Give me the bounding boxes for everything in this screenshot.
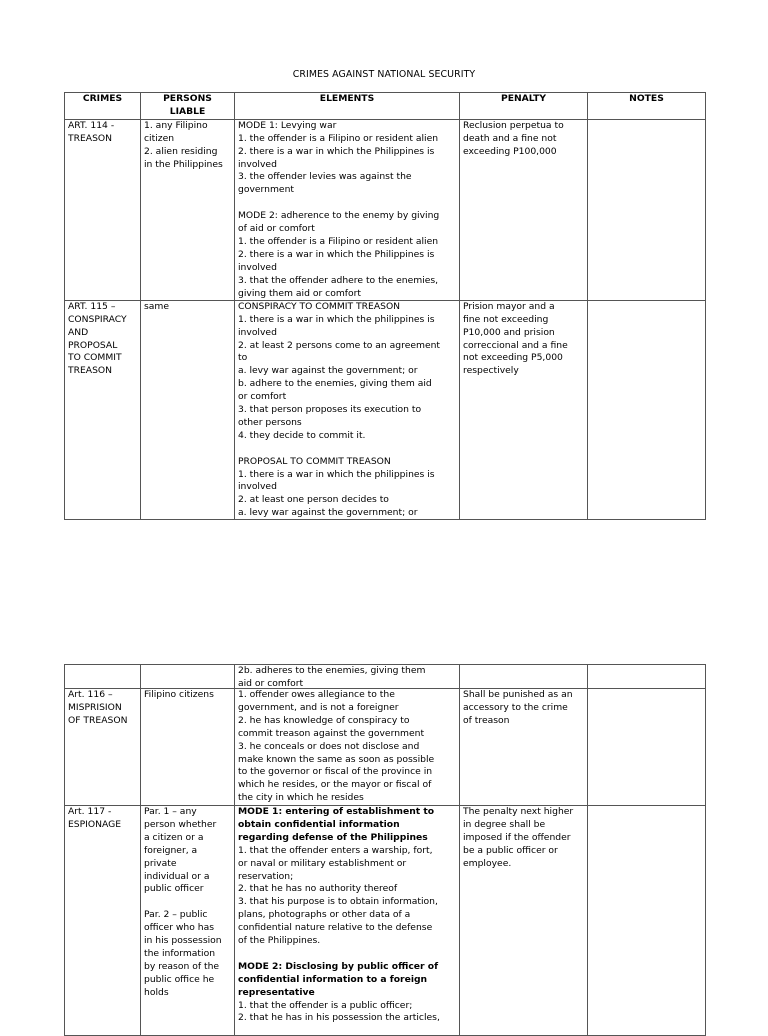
crimes-table-page-1: [64, 92, 706, 520]
persons-liable-cell: [141, 300, 235, 519]
penalty-line: death and a fine not: [463, 132, 557, 144]
elements-line: of the Philippines.: [238, 935, 321, 947]
crime-line: TREASON: [68, 365, 113, 377]
persons-line: in his possession: [144, 935, 222, 947]
penalty-line: Reclusion perpetua to: [463, 119, 564, 131]
penalty-line: correccional and a fine: [463, 339, 568, 351]
persons-line: holds: [144, 986, 169, 998]
elements-line: 4. they decide to commit it.: [238, 429, 366, 441]
elements-line: which he resides, or the mayor or fiscal of: [238, 779, 432, 791]
elements-line: 2. that he has in his possession the articles,: [238, 1012, 440, 1024]
persons-line: 2. alien residing: [144, 145, 218, 157]
penalty-line: be a public officer or: [463, 844, 558, 856]
penalty-line: in degree shall be: [463, 818, 546, 830]
penalty-cell: [460, 119, 588, 300]
table-row: [65, 665, 706, 689]
elements-line: involved: [238, 158, 277, 170]
persons-line: private: [144, 857, 177, 869]
elements-line: or comfort: [238, 391, 287, 403]
penalty-line: accessory to the crime: [463, 701, 568, 713]
penalty-line: exceeding P100,000: [463, 145, 557, 157]
elements-line: confidential nature relative to the defense: [238, 922, 433, 934]
elements-line: other persons: [238, 416, 302, 428]
elements-cell: [235, 689, 460, 806]
crime-line: ESPIONAGE: [68, 818, 122, 830]
persons-line: person whether: [144, 818, 217, 830]
penalty-cell: [460, 665, 588, 689]
elements-line: of aid or comfort: [238, 223, 315, 235]
persons-line: same: [144, 300, 170, 312]
elements-line: obtain confidential information: [238, 818, 400, 830]
elements-line: to the governor or fiscal of the province in: [238, 766, 433, 778]
crime-line: MISPRISION: [68, 701, 122, 713]
elements-line: 2b. adheres to the enemies, giving them: [238, 665, 426, 676]
elements-line: 2. there is a war in which the Philippines is: [238, 248, 435, 260]
notes-cell: [588, 689, 706, 806]
persons-line: Par. 2 – public: [144, 909, 208, 921]
crimes-table-page-2: [64, 664, 706, 1036]
document-title: CRIMES AGAINST NATIONAL SECURITY: [292, 69, 476, 80]
header-row: [65, 93, 706, 120]
elements-line: government: [238, 184, 295, 196]
table-row: [65, 300, 706, 519]
elements-line: 2. he has knowledge of conspiracy to: [238, 714, 410, 726]
elements-line: MODE 2: adherence to the enemy by giving: [238, 210, 440, 222]
elements-line: a. levy war against the government; or: [238, 507, 418, 519]
persons-liable-cell: [141, 119, 235, 300]
persons-line: public officer: [144, 883, 204, 895]
elements-line: to: [238, 352, 248, 364]
elements-line: giving them aid or comfort: [238, 287, 362, 299]
elements-cell: [235, 119, 460, 300]
penalty-line: The penalty next higher: [463, 806, 574, 817]
elements-line: representative: [238, 986, 315, 998]
elements-line: MODE 1: Levying war: [238, 119, 337, 131]
penalty-line: not exceeding P5,000: [463, 352, 563, 364]
elements-cell: [235, 806, 460, 1036]
persons-line: public office he: [144, 973, 215, 985]
penalty-line: Shall be punished as an: [463, 689, 573, 700]
table-row: [65, 806, 706, 1036]
elements-line: involved: [238, 481, 277, 493]
notes-cell: [588, 300, 706, 519]
elements-line: 1. that the offender is a public officer;: [238, 999, 413, 1011]
crime-cell: [65, 300, 141, 519]
elements-line: 1. the offender is a Filipino or resident alien: [238, 235, 439, 247]
header-elements: ELEMENTS: [235, 93, 460, 120]
elements-line: 1. the offender is a Filipino or resident alien: [238, 132, 439, 144]
elements-line: confidential information to a foreign: [238, 973, 428, 985]
elements-line: 2. that he has no authority thereof: [238, 883, 398, 895]
crime-line: PROPOSAL: [68, 339, 118, 351]
penalty-cell: [460, 300, 588, 519]
persons-line: by reason of the: [144, 960, 220, 972]
elements-line: involved: [238, 261, 277, 273]
crime-cell: [65, 665, 141, 689]
crime-line: OF TREASON: [68, 714, 128, 726]
penalty-cell: [460, 806, 588, 1036]
persons-line: Par. 1 – any: [144, 806, 197, 817]
elements-line: make known the same as soon as possible: [238, 753, 435, 765]
persons-liable-cell: [141, 689, 235, 806]
elements-line: 2. at least one person decides to: [238, 494, 389, 506]
header-notes: NOTES: [588, 93, 706, 120]
elements-line: or naval or military establishment or: [238, 857, 407, 869]
elements-line: 3. that person proposes its execution to: [238, 404, 422, 416]
persons-liable-cell: [141, 665, 235, 689]
notes-cell: [588, 665, 706, 689]
penalty-line: Prision mayor and a: [463, 300, 555, 312]
penalty-line: employee.: [463, 857, 512, 869]
persons-line: individual or a: [144, 870, 210, 882]
header-crimes: CRIMES: [65, 93, 141, 120]
elements-line: MODE 2: Disclosing by public officer of: [238, 960, 439, 972]
penalty-cell: [460, 689, 588, 806]
crime-line: Art. 116 –: [68, 689, 113, 700]
elements-line: 3. the offender levies was against the: [238, 171, 412, 183]
elements-line: commit treason against the government: [238, 727, 425, 739]
elements-line: the city in which he resides: [238, 792, 364, 804]
crime-line: ART. 114 -: [68, 119, 115, 131]
elements-line: involved: [238, 326, 277, 338]
persons-line: officer who has: [144, 922, 215, 934]
crime-line: TO COMMIT: [68, 352, 122, 364]
persons-line: the information: [144, 947, 216, 959]
crime-cell: [65, 689, 141, 806]
persons-line: Filipino citizens: [144, 689, 214, 700]
elements-line: aid or comfort: [238, 677, 304, 688]
crime-cell: [65, 806, 141, 1036]
crime-line: CONSPIRACY: [68, 313, 127, 325]
table-row: [65, 689, 706, 806]
elements-line: 1. that the offender enters a warship, fort,: [238, 844, 433, 856]
elements-line: MODE 1: entering of establishment to: [238, 806, 435, 817]
header-persons-liable: PERSONS LIABLE: [141, 93, 235, 120]
crime-cell: [65, 119, 141, 300]
persons-line: citizen: [144, 132, 175, 144]
persons-line: in the Philippines: [144, 158, 223, 170]
persons-line: 1. any Filipino: [144, 119, 208, 131]
persons-line: foreigner, a: [144, 844, 198, 856]
elements-line: 3. he conceals or does not disclose and: [238, 740, 420, 752]
elements-line: 2. at least 2 persons come to an agreement: [238, 339, 441, 351]
persons-line: [144, 896, 231, 909]
elements-line: CONSPIRACY TO COMMIT TREASON: [238, 300, 401, 312]
elements-line: 1. there is a war in which the philippines is: [238, 313, 435, 325]
elements-line: 1. there is a war in which the philippines is: [238, 468, 435, 480]
crime-line: Art. 117 -: [68, 806, 112, 817]
elements-line: reservation;: [238, 870, 294, 882]
elements-line: [238, 948, 456, 961]
elements-line: 1. offender owes allegiance to the: [238, 689, 395, 700]
elements-line: government, and is not a foreigner: [238, 701, 399, 713]
elements-line: [238, 197, 456, 210]
elements-cell: [235, 300, 460, 519]
notes-cell: [588, 806, 706, 1036]
elements-line: PROPOSAL TO COMMIT TREASON: [238, 455, 391, 467]
notes-cell: [588, 119, 706, 300]
elements-line: plans, photographs or other data of a: [238, 909, 411, 921]
penalty-line: respectively: [463, 365, 519, 377]
elements-line: [238, 443, 456, 456]
crime-line: AND: [68, 326, 89, 338]
crime-line: ART. 115 –: [68, 300, 116, 312]
table-row: [65, 119, 706, 300]
elements-line: b. adhere to the enemies, giving them aid: [238, 378, 432, 390]
persons-line: a citizen or a: [144, 831, 204, 843]
elements-line: 3. that the offender adhere to the enemies,: [238, 274, 439, 286]
penalty-line: imposed if the offender: [463, 831, 571, 843]
crime-line: TREASON: [68, 132, 113, 144]
elements-line: 3. that his purpose is to obtain information,: [238, 896, 438, 908]
elements-line: a. levy war against the government; or: [238, 365, 418, 377]
persons-liable-cell: [141, 806, 235, 1036]
elements-cell: [235, 665, 460, 689]
elements-line: 2. there is a war in which the Philippines is: [238, 145, 435, 157]
header-penalty: PENALTY: [460, 93, 588, 120]
penalty-line: fine not exceeding: [463, 313, 549, 325]
penalty-line: of treason: [463, 714, 510, 726]
penalty-line: P10,000 and prision: [463, 326, 555, 338]
elements-line: regarding defense of the Philippines: [238, 831, 428, 843]
